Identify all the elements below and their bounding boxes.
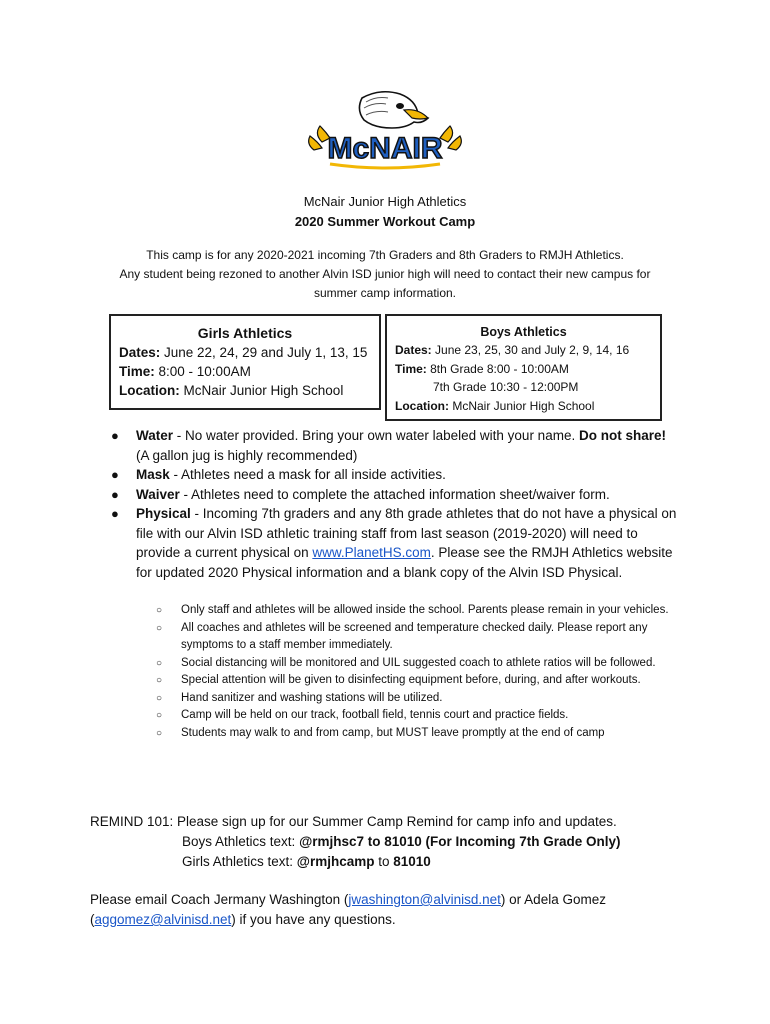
boys-athletics-box [385, 314, 662, 421]
email-link-gomez[interactable]: aggomez@alvinisd.net [94, 912, 232, 927]
circle-bullet-icon: ○ [156, 622, 163, 634]
list-item: ○ Camp will be held on our track, football field, tennis court and practice fields. [154, 707, 694, 725]
requirements-list [108, 426, 678, 582]
remind-girls: Girls Athletics text: @rmjhcamp to 81010 [182, 854, 431, 869]
boys-location: Location: McNair Junior High School [395, 398, 595, 413]
circle-bullet-icon: ○ [156, 675, 163, 686]
safety-list [154, 602, 694, 742]
list-item: ○ Students may walk to and from camp, but MUST leave promptly at the end of camp [154, 725, 694, 743]
list-item: ○ Social distancing will be monitored and UIL suggested coach to athlete ratios will be followed. [154, 655, 694, 673]
email-link-washington[interactable]: jwashington@alvinisd.net [348, 892, 501, 907]
list-item-water: ● Water - No water provided. Bring your own water labeled with your name. Do not share! (A gallon jug is highly recommended) [111, 428, 666, 463]
list-item-physical: ● Physical - Incoming 7th graders and any 8th grade athletes that do not have a physical on file with our Alvin ISD athletic training staff from last season (2019-2020) will need to provide a current physical on www.PlanetHS.com. Please see the RMJH Athletics website for updated 2020 Physical information and a blank copy of the Alvin ISD Physical. [111, 506, 677, 580]
boys-dates: Dates: June 23, 25, 30 and July 2, 9, 14, 16 [395, 343, 630, 357]
boys-time: Time: 8th Grade 8:00 - 10:00AM [395, 361, 569, 376]
bullet-icon: ● [111, 428, 119, 443]
page-subtitle: McNair Junior High Athletics [303, 194, 467, 209]
intro-line: Any student being rezoned to another Alvin ISD junior high will need to contact their new campus for [119, 267, 651, 281]
circle-bullet-icon: ○ [156, 692, 163, 704]
list-item: ○ Special attention will be given to disinfecting equipment before, during, and after workouts. [154, 672, 694, 690]
bullet-icon: ● [111, 486, 119, 502]
list-item-mask: ● Mask - Athletes need a mask for all inside activities. [108, 465, 678, 485]
remind-boys: Boys Athletics text: @rmjhsc7 to 81010 (For Incoming 7th Grade Only) [182, 834, 621, 849]
boys-athletics-title: Boys Athletics [480, 325, 567, 339]
bullet-icon: ● [111, 467, 119, 482]
bullet-icon: ● [111, 506, 119, 521]
intro-line: This camp is for any 2020-2021 incoming 7th Graders and 8th Graders to RMJH Athletics. [146, 248, 624, 262]
girls-athletics-title: Girls Athletics [197, 325, 293, 341]
girls-athletics-box [109, 314, 381, 410]
list-item: ○ Hand sanitizer and washing stations will be utilized. [154, 690, 694, 708]
list-item-waiver: ● Waiver - Athletes need to complete the attached information sheet/waiver form. [108, 485, 678, 505]
girls-time: Time: 8:00 - 10:00AM [119, 364, 251, 379]
circle-bullet-icon: ○ [156, 657, 163, 669]
circle-bullet-icon: ○ [156, 605, 163, 616]
remind-intro: REMIND 101: Please sign up for our Summer Camp Remind for camp info and updates. [90, 814, 617, 829]
page-title: 2020 Summer Workout Camp [294, 214, 476, 229]
planeths-link[interactable]: www.PlanetHS.com [312, 545, 431, 560]
intro-line: summer camp information. [313, 286, 457, 300]
girls-location: Location: McNair Junior High School [119, 383, 344, 398]
mcnair-eagle-logo [300, 88, 470, 174]
circle-bullet-icon: ○ [156, 710, 163, 721]
list-item: ○ Only staff and athletes will be allowed inside the school. Parents please remain in your vehicles. [154, 602, 694, 620]
remind-section [90, 812, 690, 872]
list-item: ○ All coaches and athletes will be screened and temperature checked daily. Please report any symptoms to a staff member immediately. [156, 621, 648, 651]
girls-dates: Dates: June 22, 24, 29 and July 1, 13, 15 [119, 345, 368, 360]
contact-paragraph: Please email Coach Jermany Washington (jwashington@alvinisd.net) or Adela Gomez (aggomez@alvinisd.net) if you have any questions. [90, 892, 606, 927]
circle-bullet-icon: ○ [156, 727, 163, 739]
logo-text: McNAIR [327, 132, 443, 165]
boys-time-7th: 7th Grade 10:30 - 12:00PM [433, 380, 579, 394]
intro-paragraph [95, 246, 675, 303]
